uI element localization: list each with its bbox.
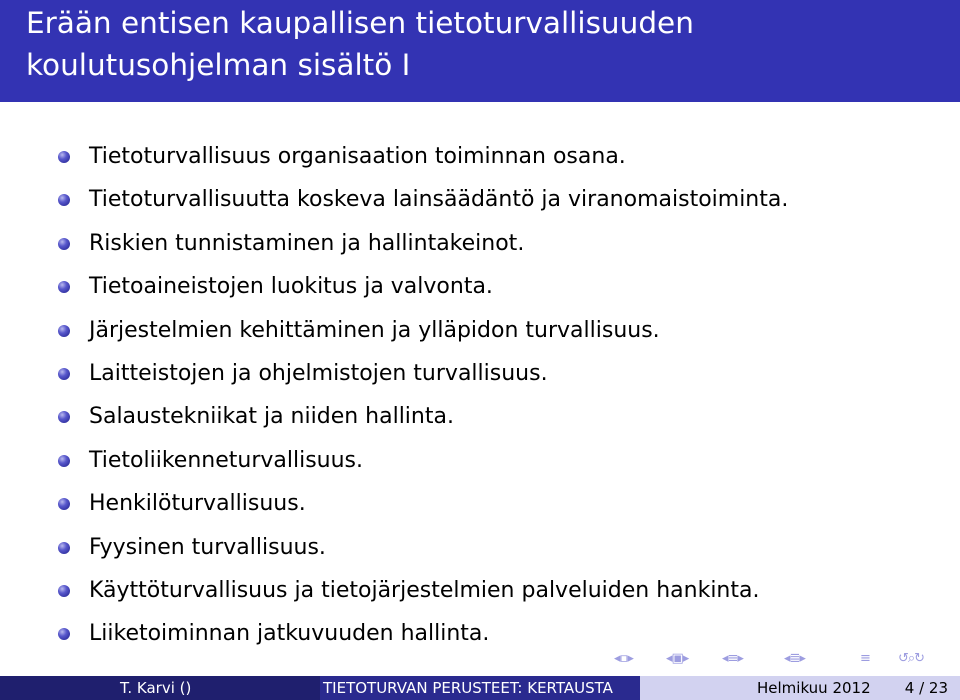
- list-item-text: Fyysinen turvallisuus.: [89, 534, 326, 560]
- bullet-icon: [58, 238, 70, 250]
- footer-page-number: 4 / 23: [904, 679, 948, 697]
- list-item: [0, 311, 960, 354]
- title-bar: [0, 0, 960, 102]
- list-item-text: Tietoturvallisuus organisaation toiminnan osana.: [89, 144, 626, 169]
- list-item-text: Tietoaineistojen luokitus ja valvonta.: [89, 274, 493, 300]
- slide-title: Erään entisen kaupallisen tietoturvallisuuden koulutusohjelman sisältö I: [26, 6, 694, 82]
- list-item: [0, 137, 960, 180]
- list-item: [0, 614, 960, 657]
- footer-date: Helmikuu 2012: [757, 679, 871, 697]
- list-item: [0, 180, 960, 223]
- list-item-text: Järjestelmien kehittäminen ja ylläpidon turvallisuus.: [89, 317, 660, 343]
- nav-subsection-left-icon[interactable]: ◂▣▸: [666, 651, 689, 666]
- list-item: [0, 441, 960, 484]
- nav-section-left-icon[interactable]: ◂≡▸: [722, 651, 743, 666]
- bullet-icon: [58, 411, 70, 423]
- nav-subsection-right-icon[interactable]: ◂≣▸: [784, 651, 805, 666]
- list-item: [0, 267, 960, 310]
- list-item: [0, 397, 960, 440]
- list-item: [0, 484, 960, 527]
- bullet-icon: [58, 368, 70, 380]
- footer-short-title: TIETOTURVAN PERUSTEET: KERTAUSTA: [323, 679, 613, 697]
- list-item-text: Laitteistojen ja ohjelmistojen turvallisuus.: [89, 360, 548, 386]
- bullet-icon: [58, 325, 70, 337]
- bullet-list: [0, 137, 960, 658]
- footer: [0, 676, 960, 700]
- footer-author-panel: [0, 676, 320, 700]
- footer-title-panel: [320, 676, 640, 700]
- list-item: [0, 571, 960, 614]
- bullet-icon: [58, 455, 70, 467]
- list-item-text: Käyttöturvallisuus ja tietojärjestelmien palveluiden hankinta.: [89, 577, 760, 603]
- nav-search-icon[interactable]: ↺⌕↻: [898, 651, 925, 666]
- list-item-text: Liiketoiminnan jatkuvuuden hallinta.: [89, 621, 490, 647]
- list-item-text: Salaustekniikat ja niiden hallinta.: [89, 404, 454, 430]
- bullet-icon: [58, 628, 70, 640]
- list-item: [0, 528, 960, 571]
- footer-date-panel: [640, 676, 960, 700]
- list-item-text: Riskien tunnistaminen ja hallintakeinot.: [89, 230, 525, 256]
- list-item-text: Tietoliikenneturvallisuus.: [89, 447, 364, 473]
- footer-author: T. Karvi (): [120, 679, 192, 697]
- bullet-icon: [58, 151, 70, 163]
- list-item: [0, 354, 960, 397]
- bullet-icon: [58, 194, 70, 206]
- bullet-icon: [58, 281, 70, 293]
- bullet-icon: [58, 585, 70, 597]
- bullet-icon: [58, 542, 70, 554]
- list-item-text: Tietoturvallisuutta koskeva lainsäädäntö ja viranomaistoiminta.: [89, 187, 789, 213]
- list-item-text: Henkilöturvallisuus.: [89, 491, 306, 517]
- nav-align-icon[interactable]: ≡: [860, 651, 870, 666]
- list-item: [0, 224, 960, 267]
- bullet-icon: [58, 498, 70, 510]
- nav-frame-left-icon[interactable]: ◂▫▸: [614, 651, 633, 666]
